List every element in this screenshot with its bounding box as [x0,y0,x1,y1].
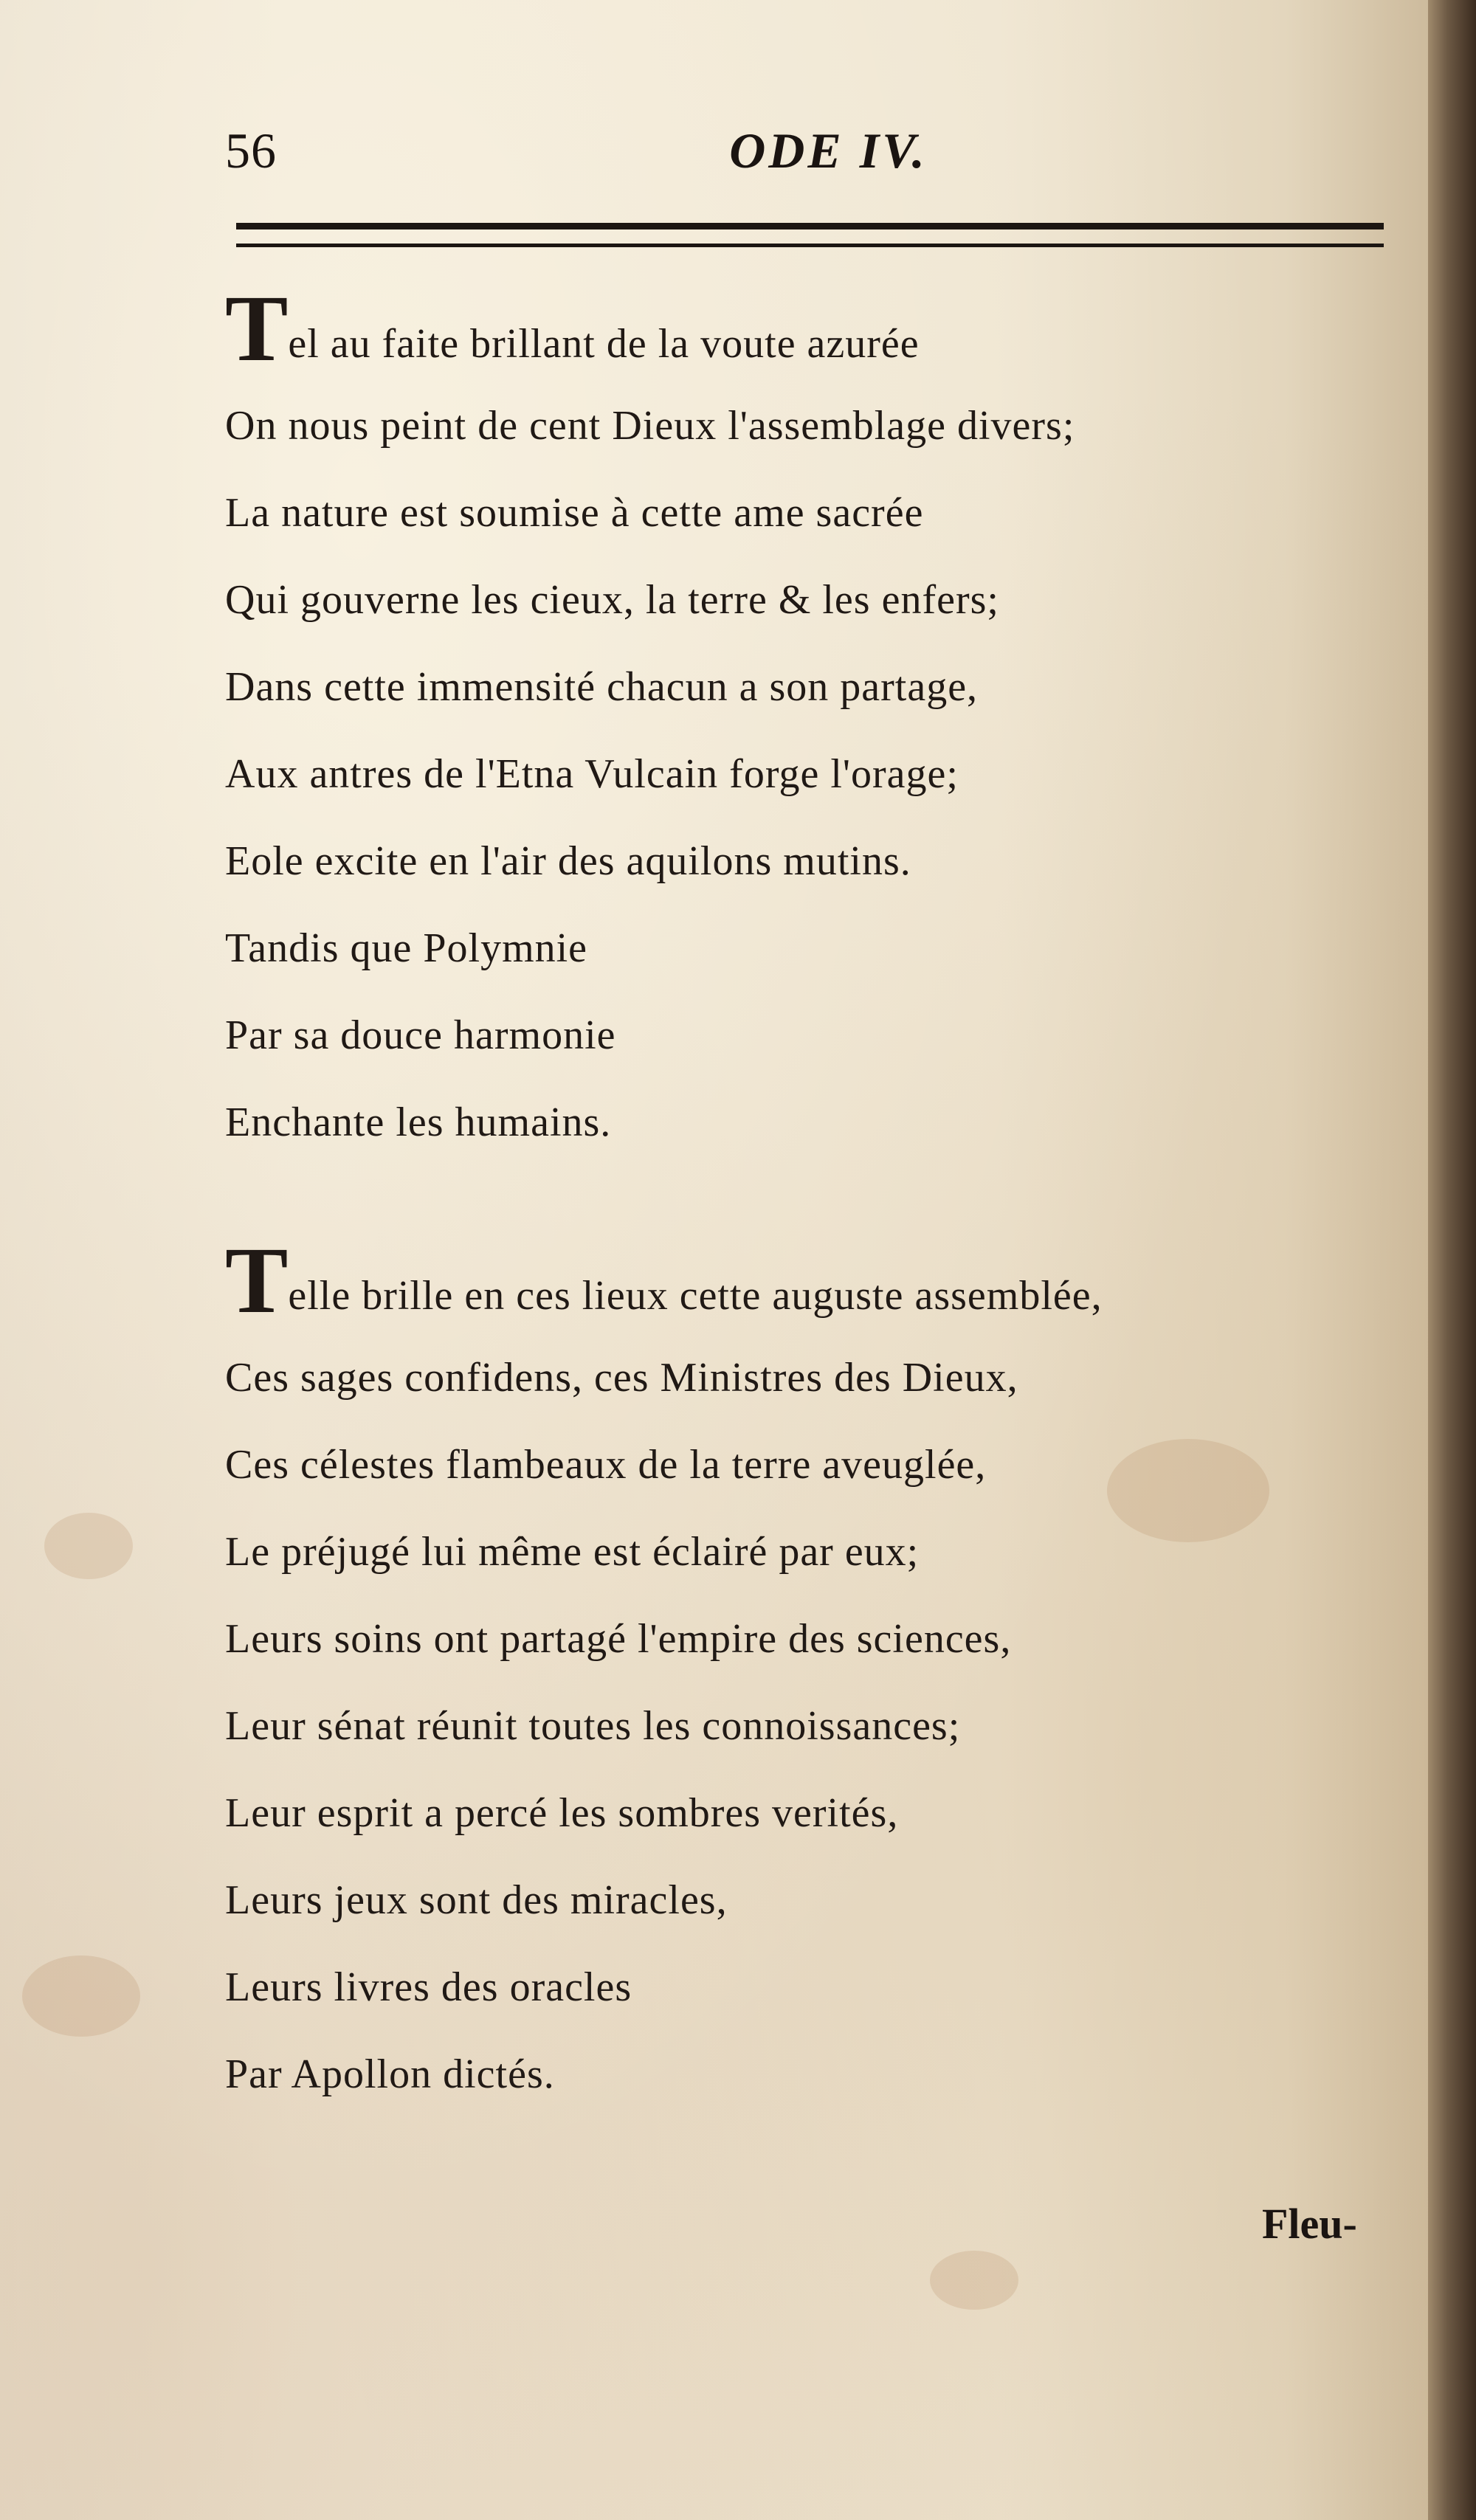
verse-line: Par Apollon dictés. [225,2051,555,2097]
verse-line [225,1228,1406,1334]
page-edge [1428,0,1476,2520]
running-title: ODE IV. [729,122,928,179]
stanza-1 [225,276,1406,1166]
verse-line: Enchante les humains. [225,1100,612,1145]
verse-line: Leur sénat réunit toutes les connoissances; [225,1703,961,1749]
page-number: 56 [225,122,277,179]
page-header [225,122,1387,181]
verse-line: Par sa douce harmonie [225,1012,616,1058]
drop-cap: T [225,1228,289,1333]
verse-line: Ces célestes flambeaux de la terre aveuglée, [225,1442,987,1488]
verse-line: Leurs livres des oracles [225,1964,632,2010]
foxing-stain [930,2251,1018,2310]
verse-line: Tandis que Polymnie [225,925,588,971]
verse-line: Le préjugé lui même est éclairé par eux; [225,1529,920,1575]
verse-line: Eole excite en l'air des aquilons mutins. [225,838,911,884]
catchword: Fleu- [1262,2200,1357,2248]
verse-line: On nous peint de cent Dieux l'assemblage divers; [225,403,1075,449]
verse-line: Aux antres de l'Etna Vulcain forge l'orage; [225,751,959,797]
verse-line: Leur esprit a percé les sombres verités, [225,1790,899,1836]
header-rule-thin [236,244,1384,247]
header-rule-thick [236,223,1384,229]
verse-line-text: el au faite brillant de la voute azurée [288,321,920,367]
verse-line: Leurs jeux sont des miracles, [225,1877,728,1923]
verse-line-text: elle brille en ces lieux cette auguste assemblée, [288,1273,1103,1319]
stanza-2 [225,1228,1406,2118]
foxing-stain [44,1513,133,1579]
verse-line: Ces sages confidens, ces Ministres des Dieux, [225,1355,1018,1401]
verse-line: Leurs soins ont partagé l'empire des sciences, [225,1616,1012,1662]
foxing-stain [22,1955,140,2037]
verse-line: La nature est soumise à cette ame sacrée [225,490,924,536]
drop-cap: T [225,276,289,381]
verse-line [225,276,1406,382]
verse-line: Qui gouverne les cieux, la terre & les enfers; [225,577,999,623]
verse-line: Dans cette immensité chacun a son partage, [225,664,979,710]
